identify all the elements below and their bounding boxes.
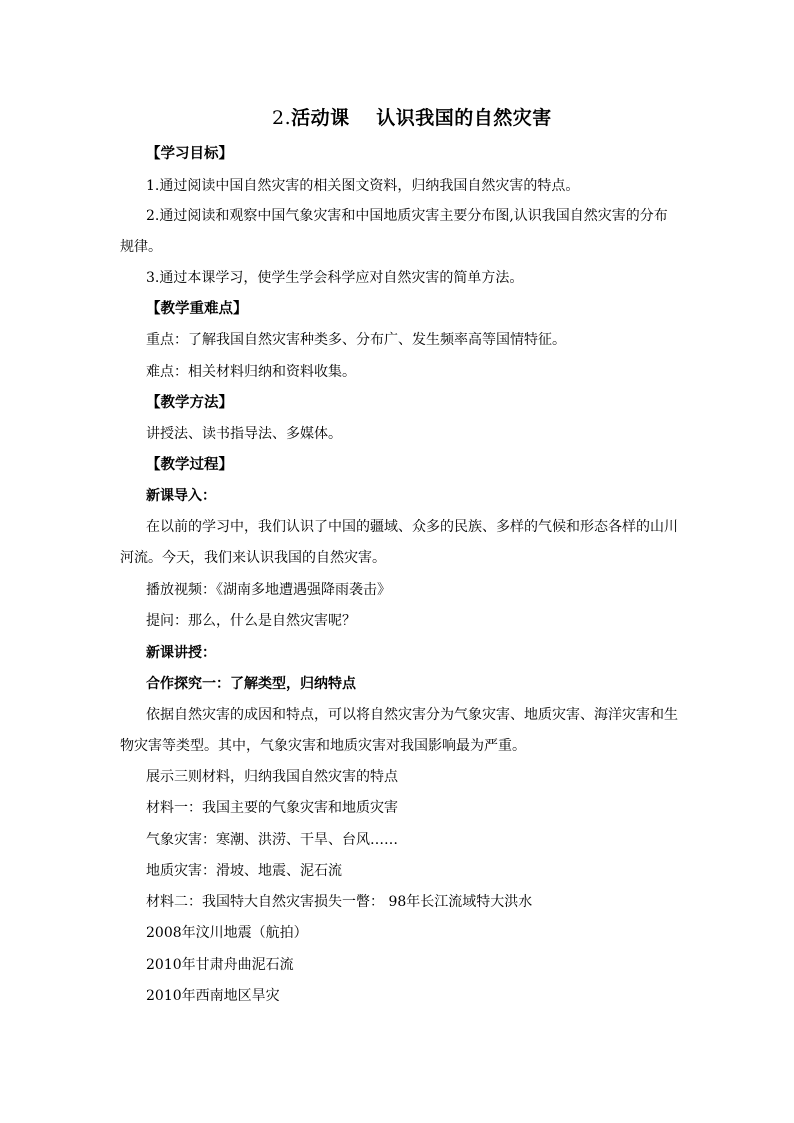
- material-2-line: 材料二：我国特大自然灾害损失一瞥： 98年长江流域特大洪水: [146, 894, 533, 910]
- types-line-2: 物灾害等类型。其中，气象灾害和地质灾害对我国影响最为严重。: [120, 738, 526, 754]
- lesson-number: 2.: [272, 107, 292, 129]
- focus-point: 重点：了解我国自然灾害种类多、分布广、发生频率高等国情特征。: [146, 332, 566, 348]
- show-materials-line: 展示三则材料，归纳我国自然灾害的特点: [146, 769, 398, 785]
- objective-2-line-1: 2.通过阅读和观察中国气象灾害和中国地质灾害主要分布图,认识我国自然灾害的分布: [146, 208, 668, 224]
- intro-line-2: 河流。今天，我们来认识我国的自然灾害。: [120, 550, 386, 566]
- event-line-2: 2010年甘肃舟曲泥石流: [146, 957, 294, 973]
- video-line: 播放视频：《湖南多地遭遇强降雨袭击》: [146, 582, 391, 598]
- methods-heading: 【教学方法】: [146, 394, 233, 411]
- lecture-label: 新课讲授：: [146, 645, 216, 661]
- material-1-line: 材料一：我国主要的气象灾害和地质灾害: [146, 800, 398, 816]
- objective-2-line-2: 规律。: [120, 239, 162, 255]
- objectives-heading: 【学习目标】: [146, 145, 233, 162]
- meteorological-line: 气象灾害：寒潮、洪涝、干旱、台风……: [146, 832, 398, 848]
- key-points-heading: 【教学重难点】: [146, 300, 248, 317]
- objective-1: 1.通过阅读中国自然灾害的相关图文资料，归纳我国自然灾害的特点。: [146, 178, 580, 194]
- geological-line: 地质灾害：滑坡、地震、泥石流: [146, 863, 342, 879]
- types-line-1: 依据自然灾害的成因和特点，可以将自然灾害分为气象灾害、地质灾害、海洋灾害和生: [146, 707, 678, 723]
- lesson-title-text: 活动课 认识我国的自然灾害: [291, 107, 552, 129]
- event-line-1: 2008年汶川地震（航拍）: [146, 925, 308, 941]
- inquiry-label: 合作探究一：了解类型，归纳特点: [146, 676, 356, 692]
- intro-line-1: 在以前的学习中，我们认识了中国的疆域、众多的民族、多样的气候和形态各样的山川: [146, 519, 678, 535]
- event-line-3: 2010年西南地区旱灾: [146, 988, 280, 1004]
- difficulty-point: 难点：相关材料归纳和资料收集。: [146, 364, 356, 380]
- lesson-title: [272, 105, 552, 131]
- objective-3: 3.通过本课学习，使学生学会科学应对自然灾害的简单方法。: [146, 270, 524, 286]
- question-line: 提问：那么，什么是自然灾害呢？: [146, 613, 356, 629]
- methods-text: 讲授法、读书指导法、多媒体。: [146, 426, 342, 442]
- process-heading: 【教学过程】: [146, 456, 233, 473]
- intro-label: 新课导入：: [146, 488, 216, 504]
